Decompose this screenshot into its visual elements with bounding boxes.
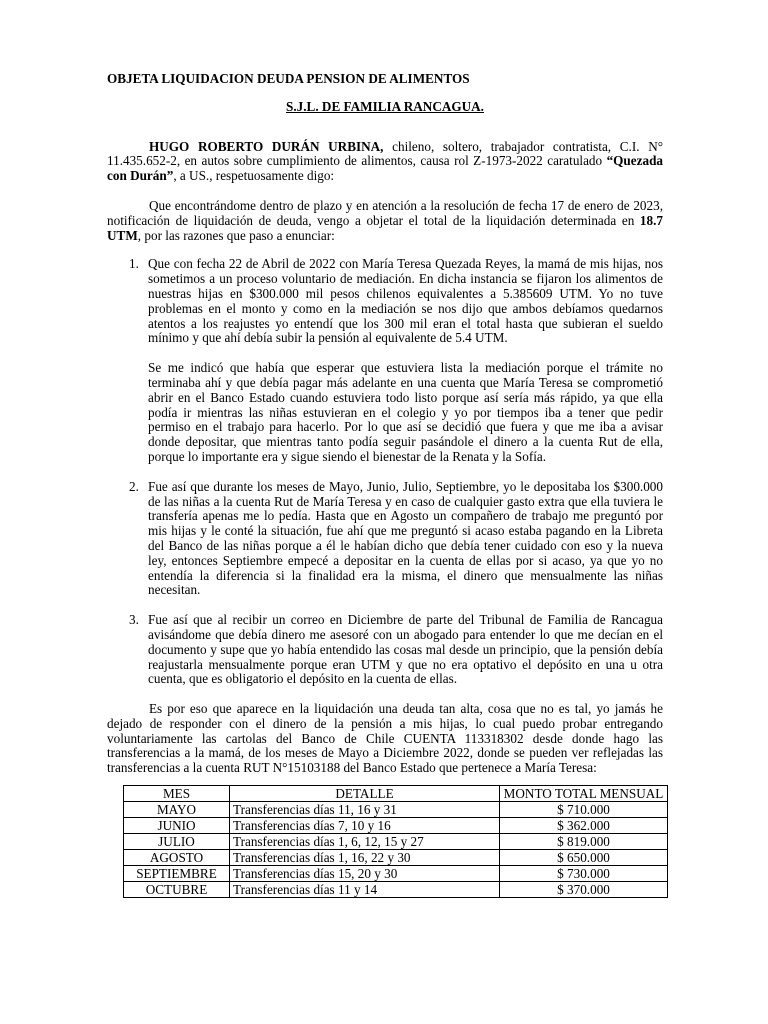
cell-amount: $ 650.000 xyxy=(500,850,668,866)
reasons-list xyxy=(107,257,663,687)
case-name: “Quezada con Durán” xyxy=(107,153,663,184)
cell-month: OCTUBRE xyxy=(124,882,230,898)
list-item-text: Fue así que al recibir un correo en Diciembre de parte del Tribunal de Familia de Rancagua avisándome que debía dinero me asesoré con un abogado para entender lo que me decían en el documento y supe que yo había entendido las cosas mal desde un principio, que la pensión debía reajustarla mensualmente porque eran UTM y que no era optativo el depósito en una u otra cuenta, que es obligatorio el depósito en la cuenta de ellas. xyxy=(148,612,663,687)
cell-month: MAYO xyxy=(124,802,230,818)
list-item-number: 3. xyxy=(129,612,139,628)
list-item xyxy=(107,613,663,687)
table-row xyxy=(124,834,668,850)
cell-amount: $ 710.000 xyxy=(500,802,668,818)
cell-detail: Transferencias días 11, 16 y 31 xyxy=(230,802,500,818)
list-item-number: 1. xyxy=(129,256,139,272)
list-item-subparagraph: Se me indicó que había que esperar que estuviera lista la mediación porque el trámite no terminaba ahí y que debía pagar más adelante en una cuenta que María Teresa se comprometió abrir en el Banco Estado cuando estuviera todo listo porque así sería más rápido, ya que ella podía ir mientras las niñas estuvieran en el colegio y yo por tiempos iba a tener que pedir permiso en el trabajo para hacerlo. Por lo que así se decidió que fuera y que me iba a avisar donde depositar, que mientras tanto podía seguir pasándole el dinero a la cuenta Rut de ella, porque lo importante era y sigue siendo el bienestar de la Renata y la Sofía. xyxy=(148,360,663,464)
cell-month: SEPTIEMBRE xyxy=(124,866,230,882)
cell-detail: Transferencias días 1, 16, 22 y 30 xyxy=(230,850,500,866)
cell-month: JUNIO xyxy=(124,818,230,834)
intro-paragraph xyxy=(107,140,663,184)
cell-detail: Transferencias días 1, 6, 12, 15 y 27 xyxy=(230,834,500,850)
table-row xyxy=(124,818,668,834)
header-month: MES xyxy=(124,786,230,802)
list-item xyxy=(107,480,663,598)
intro-text-2: , a US., respetuosamente digo: xyxy=(173,168,335,184)
intro-text-1: chileno, soltero, trabajador contratista, C.I. N° 11.435.652-2, en autos sobre cumplimiento de alimentos, causa rol Z-1973-2022 caratulado xyxy=(107,138,663,169)
objection-text-1: Que encontrándome dentro de plazo y en atención a la resolución de fecha 17 de enero de 2023, notificación de liquidación de deuda, vengo a objetar el total de la liquidación determinada en xyxy=(107,197,663,228)
transfers-table xyxy=(123,785,668,898)
petitioner-name: HUGO ROBERTO DURÁN URBINA, xyxy=(149,138,384,154)
table-row xyxy=(124,802,668,818)
cell-amount: $ 730.000 xyxy=(500,866,668,882)
cell-month: AGOSTO xyxy=(124,850,230,866)
debt-amount: 18.7 UTM xyxy=(107,212,663,243)
header-total: MONTO TOTAL MENSUAL xyxy=(500,786,668,802)
table-header-row xyxy=(124,786,668,802)
cell-amount: $ 819.000 xyxy=(500,834,668,850)
cell-detail: Transferencias días 7, 10 y 16 xyxy=(230,818,500,834)
table-row xyxy=(124,850,668,866)
cell-detail: Transferencias días 11 y 14 xyxy=(230,882,500,898)
table-row xyxy=(124,882,668,898)
table-row xyxy=(124,866,668,882)
closing-paragraph: Es por eso que aparece en la liquidación una deuda tan alta, cosa que no es tal, yo jamás he dejado de responder con el dinero de la pensión a mis hijas, lo cual puedo probar entregando voluntariamente las cartolas del Banco de Chile CUENTA 113318302 desde donde hago las transferencias a la mamá, de los meses de Mayo a Diciembre 2022, donde se pueden ver reflejadas las transferencias a la cuenta RUT N°15103188 del Banco Estado que pertenece a María Teresa: xyxy=(107,701,663,776)
document-title: OBJETA LIQUIDACION DEUDA PENSION DE ALIMENTOS xyxy=(107,71,470,86)
header-detail: DETALLE xyxy=(230,786,500,802)
cell-month: JULIO xyxy=(124,834,230,850)
cell-amount: $ 370.000 xyxy=(500,882,668,898)
cell-amount: $ 362.000 xyxy=(500,818,668,834)
objection-text-2: , por las razones que paso a enunciar: xyxy=(137,227,335,243)
cell-detail: Transferencias días 15, 20 y 30 xyxy=(230,866,500,882)
list-item-text: Que con fecha 22 de Abril de 2022 con María Teresa Quezada Reyes, la mamá de mis hijas, nos sometimos a un proceso voluntario de mediación. En dicha instancia se fijaron los alimentos de nuestras hijas en $300.000 mil pesos chilenos equivalentes a 5.385609 UTM. Yo no tuve problemas en el monto y como en la mediación se nos dijo que ambos debíamos quedarnos atentos a los reajustes yo entendí que los 300 mil eran el total hasta que subieran el sueldo mínimo y que ahí debía subir la pensión al equivalente de 5.4 UTM. xyxy=(148,256,663,346)
list-item-number: 2. xyxy=(129,478,139,494)
list-item xyxy=(107,257,663,464)
objection-paragraph xyxy=(107,199,663,243)
court-heading: S.J.L. DE FAMILIA RANCAGUA. xyxy=(286,98,484,114)
document-page xyxy=(107,72,663,898)
list-item-text: Fue así que durante los meses de Mayo, Junio, Julio, Septiembre, yo le depositaba los $300.000 de las niñas a la cuenta Rut de María Teresa y en caso de cualquier gasto extra que ella tuviera le transfería apenas me lo pedía. Hasta que en Agosto un compañero de trabajo me preguntó por mis hijas y le conté la situación, fue ahí que me preguntó si acaso estaba pagando en la Libreta del Banco de las niñas porque a él le habían dicho que debía tener cuidado con eso y la nueva ley, entonces Septiembre empecé a depositar en la cuenta de ellas por si acaso, ya que yo no entendía la diferencia si la finalidad era la misma, el dinero que mensualmente las niñas necesitan. xyxy=(148,478,663,598)
